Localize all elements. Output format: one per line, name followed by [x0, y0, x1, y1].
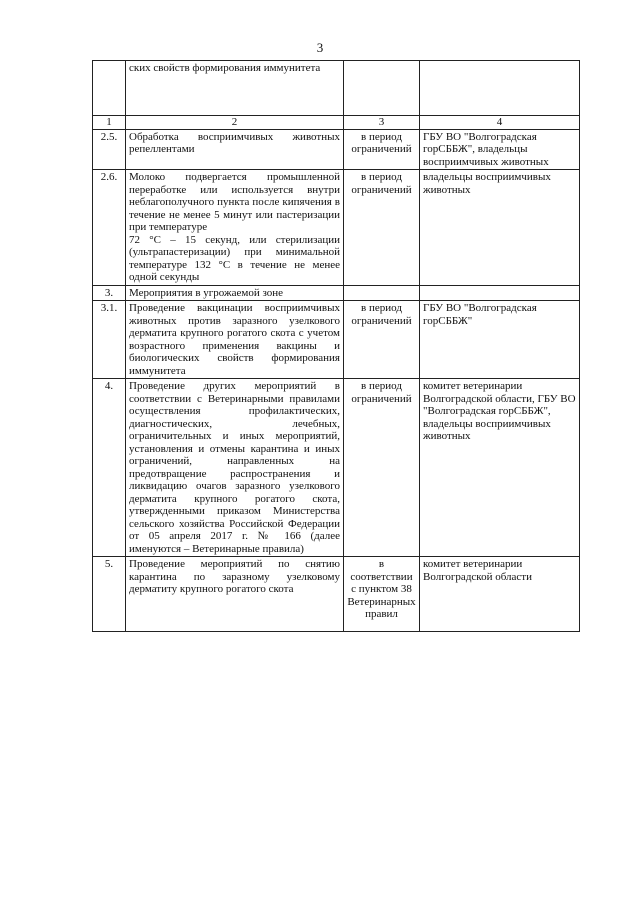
row-number: 4.	[93, 379, 126, 557]
table-row	[93, 301, 580, 379]
continuation-responsible-cell	[420, 61, 580, 116]
table-row	[93, 129, 580, 170]
row-number: 2.6.	[93, 170, 126, 286]
table-row	[93, 557, 580, 632]
row-period: в период ограничений	[344, 170, 420, 286]
row-responsible: ГБУ ВО "Волгоградская горСББЖ", владельцы восприимчивых животных	[420, 129, 580, 170]
column-number-1: 1	[93, 116, 126, 130]
row-period: в период ограничений	[344, 379, 420, 557]
table-row	[93, 285, 580, 301]
page-number: 3	[316, 40, 324, 55]
continuation-text: ских свойств формирования иммунитета	[126, 61, 344, 116]
column-number-4: 4	[420, 116, 580, 130]
row-period: в период ограничений	[344, 129, 420, 170]
row-responsible: комитет ветеринарии Волгоградской области	[420, 557, 580, 632]
row-number: 3.	[93, 285, 126, 301]
row-period: в соответствии с пунктом 38 Ветеринарных правил	[344, 557, 420, 632]
row-measure: Проведение других мероприятий в соответствии с Ветеринарными правилами осуществления профилактических, диагностических, лечебных, ограничительных и иных мероприятий, установления и отмены карантина и иных ограничений, направленных на предотвращение распространения и ликвидацию очагов заразного узелкового дерматита крупного рогатого скота, утвержденными приказом Министерства сельского хозяйства Российской Федерации от 05 апреля 2017 г. № 166 (далее именуются – Ветеринарные правила)	[126, 379, 344, 557]
row-period: в период ограничений	[344, 301, 420, 379]
continuation-row	[93, 61, 580, 116]
row-responsible: комитет ветеринарии Волгоградской области, ГБУ ВО "Волгоградская горСББЖ", владельцы восприимчивых животных	[420, 379, 580, 557]
row-responsible: владельцы восприимчивых животных	[420, 170, 580, 286]
row-period	[344, 285, 420, 301]
measures-table	[92, 60, 580, 632]
row-number: 5.	[93, 557, 126, 632]
row-number: 2.5.	[93, 129, 126, 170]
table-row	[93, 379, 580, 557]
continuation-num-cell	[93, 61, 126, 116]
column-number-2: 2	[126, 116, 344, 130]
column-number-3: 3	[344, 116, 420, 130]
row-responsible: ГБУ ВО "Волгоградская горСББЖ"	[420, 301, 580, 379]
row-measure: Молоко подвергается промышленной переработке или используется внутри неблагополучного пункта после кипячения в течение не менее 5 минут или пастеризации при температуре 72 °С – 15 секунд, или стерилизации (ультрапастеризации) при минимальной температуре 132 °С в течение не менее одной секунды	[126, 170, 344, 286]
column-number-row	[93, 116, 580, 130]
continuation-period-cell	[344, 61, 420, 116]
row-responsible	[420, 285, 580, 301]
row-measure: Мероприятия в угрожаемой зоне	[126, 285, 344, 301]
row-measure: Обработка восприимчивых животных репеллентами	[126, 129, 344, 170]
table-row	[93, 170, 580, 286]
row-number: 3.1.	[93, 301, 126, 379]
row-measure: Проведение вакцинации восприимчивых животных против заразного узелкового дерматита крупного рогатого скота с учетом возрастного применения вакцины и биологических свойств формирования иммунитета	[126, 301, 344, 379]
row-measure: Проведение мероприятий по снятию карантина по заразному узелковому дерматиту крупного рогатого скота	[126, 557, 344, 632]
